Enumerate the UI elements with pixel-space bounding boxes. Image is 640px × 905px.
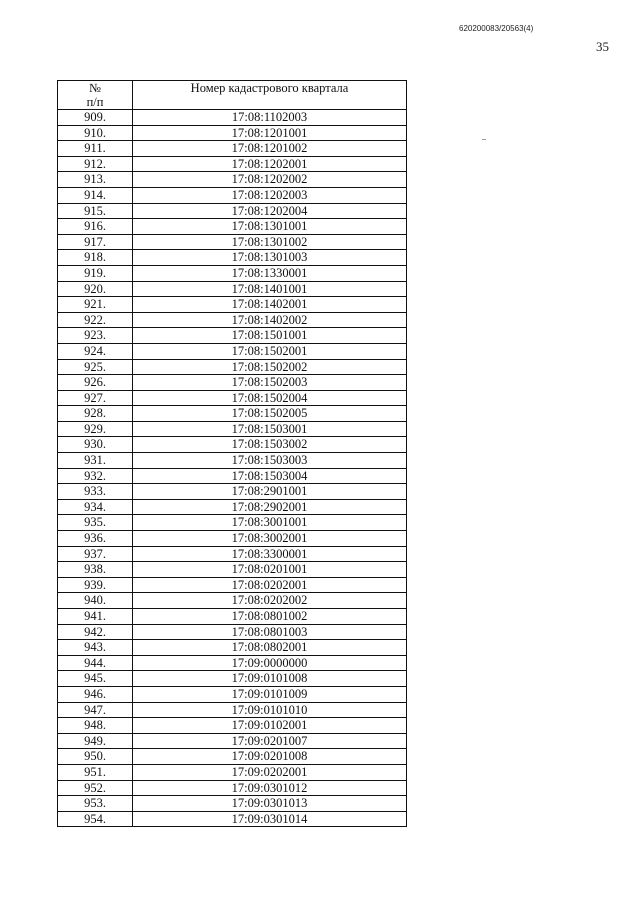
cadastral-quarter-code: 17:08:1502001: [133, 343, 407, 359]
table-row: [58, 702, 407, 718]
row-number: 927.: [58, 390, 133, 406]
table-row: [58, 453, 407, 469]
cadastral-quarter-code: 17:09:0301014: [133, 811, 407, 827]
cadastral-quarter-code: 17:09:0101008: [133, 671, 407, 687]
table-row: [58, 172, 407, 188]
cadastral-quarter-code: 17:08:1301003: [133, 250, 407, 266]
header-number-column: [58, 81, 133, 110]
table-row: [58, 780, 407, 796]
header-quarter-column: Номер кадастрового квартала: [133, 81, 407, 110]
cadastral-quarter-code: 17:08:1502004: [133, 390, 407, 406]
cadastral-quarter-code: 17:09:0101010: [133, 702, 407, 718]
row-number: 914.: [58, 187, 133, 203]
row-number: 944.: [58, 655, 133, 671]
table-row: [58, 421, 407, 437]
cadastral-quarter-code: 17:08:1503004: [133, 468, 407, 484]
row-number: 939.: [58, 577, 133, 593]
cadastral-quarter-code: 17:09:0301012: [133, 780, 407, 796]
table-row: [58, 577, 407, 593]
table-row: [58, 141, 407, 157]
row-number: 911.: [58, 141, 133, 157]
cadastral-quarter-code: 17:08:1501001: [133, 328, 407, 344]
row-number: 928.: [58, 406, 133, 422]
cadastral-quarter-code: 17:08:1502003: [133, 375, 407, 391]
cadastral-quarter-code: 17:09:0202001: [133, 764, 407, 780]
table-row: [58, 312, 407, 328]
header-number-line1: №: [89, 81, 101, 95]
cadastral-quarter-code: 17:08:1402001: [133, 297, 407, 313]
cadastral-quarter-code: 17:08:1503003: [133, 453, 407, 469]
table-row: [58, 390, 407, 406]
cadastral-quarter-code: 17:08:1502002: [133, 359, 407, 375]
table-row: [58, 686, 407, 702]
row-number: 935.: [58, 515, 133, 531]
row-number: 915.: [58, 203, 133, 219]
row-number: 924.: [58, 343, 133, 359]
row-number: 926.: [58, 375, 133, 391]
table-row: [58, 281, 407, 297]
cadastral-quarter-code: 17:08:0802001: [133, 640, 407, 656]
table-row: [58, 640, 407, 656]
row-number: 921.: [58, 297, 133, 313]
table-row: [58, 655, 407, 671]
row-number: 909.: [58, 110, 133, 126]
cadastral-quarter-code: 17:08:1503001: [133, 421, 407, 437]
row-number: 943.: [58, 640, 133, 656]
row-number: 951.: [58, 764, 133, 780]
table-row: [58, 609, 407, 625]
table-row: [58, 203, 407, 219]
table-header-row: [58, 81, 407, 110]
table-row: [58, 484, 407, 500]
cadastral-quarter-code: 17:08:1301002: [133, 234, 407, 250]
table-row: [58, 733, 407, 749]
row-number: 952.: [58, 780, 133, 796]
table-row: [58, 718, 407, 734]
table-row: [58, 624, 407, 640]
row-number: 932.: [58, 468, 133, 484]
cadastral-quarter-code: 17:09:0101009: [133, 686, 407, 702]
page-number: 35: [596, 39, 609, 54]
row-number: 913.: [58, 172, 133, 188]
cadastral-quarter-code: 17:09:0201007: [133, 733, 407, 749]
table-row: [58, 187, 407, 203]
cadastral-quarters-table: [57, 80, 407, 827]
cadastral-quarter-code: 17:08:2902001: [133, 499, 407, 515]
row-number: 922.: [58, 312, 133, 328]
cadastral-quarter-code: 17:08:1401001: [133, 281, 407, 297]
cadastral-quarter-code: 17:08:1202002: [133, 172, 407, 188]
cadastral-quarter-code: 17:09:0000000: [133, 655, 407, 671]
cadastral-quarter-code: 17:08:0202002: [133, 593, 407, 609]
table-row: [58, 125, 407, 141]
cadastral-quarter-code: 17:08:3002001: [133, 531, 407, 547]
cadastral-quarter-code: 17:08:1201001: [133, 125, 407, 141]
row-number: 919.: [58, 265, 133, 281]
table-row: [58, 671, 407, 687]
document-number: 620200083/20563(4): [459, 24, 534, 33]
table-row: [58, 811, 407, 827]
table-row: [58, 593, 407, 609]
row-number: 949.: [58, 733, 133, 749]
cadastral-quarter-code: 17:08:1202003: [133, 187, 407, 203]
cadastral-quarter-code: 17:09:0102001: [133, 718, 407, 734]
cadastral-quarter-code: 17:08:1503002: [133, 437, 407, 453]
row-number: 941.: [58, 609, 133, 625]
cadastral-quarter-code: 17:08:1330001: [133, 265, 407, 281]
row-number: 925.: [58, 359, 133, 375]
row-number: 931.: [58, 453, 133, 469]
row-number: 946.: [58, 686, 133, 702]
cadastral-quarter-code: 17:08:1301001: [133, 219, 407, 235]
table-row: [58, 562, 407, 578]
cadastral-quarter-code: 17:08:1402002: [133, 312, 407, 328]
cadastral-quarter-code: 17:09:0201008: [133, 749, 407, 765]
cadastral-quarter-code: 17:08:0201001: [133, 562, 407, 578]
cadastral-quarter-code: 17:08:1102003: [133, 110, 407, 126]
table-row: [58, 749, 407, 765]
row-number: 948.: [58, 718, 133, 734]
row-number: 918.: [58, 250, 133, 266]
cadastral-quarter-code: 17:09:0301013: [133, 796, 407, 812]
table-row: [58, 265, 407, 281]
table-row: [58, 328, 407, 344]
table-row: [58, 499, 407, 515]
cadastral-quarter-code: 17:08:1202004: [133, 203, 407, 219]
row-number: 933.: [58, 484, 133, 500]
cadastral-quarter-code: 17:08:1202001: [133, 156, 407, 172]
row-number: 923.: [58, 328, 133, 344]
cadastral-quarter-code: 17:08:3300001: [133, 546, 407, 562]
table-row: [58, 468, 407, 484]
row-number: 950.: [58, 749, 133, 765]
row-number: 940.: [58, 593, 133, 609]
table-row: [58, 156, 407, 172]
row-number: 910.: [58, 125, 133, 141]
row-number: 947.: [58, 702, 133, 718]
row-number: 937.: [58, 546, 133, 562]
cadastral-quarter-code: 17:08:1201002: [133, 141, 407, 157]
table-row: [58, 110, 407, 126]
row-number: 917.: [58, 234, 133, 250]
row-number: 934.: [58, 499, 133, 515]
cadastral-quarter-code: 17:08:1502005: [133, 406, 407, 422]
row-number: 912.: [58, 156, 133, 172]
row-number: 916.: [58, 219, 133, 235]
table-row: [58, 375, 407, 391]
table-row: [58, 796, 407, 812]
row-number: 929.: [58, 421, 133, 437]
row-number: 938.: [58, 562, 133, 578]
table-row: [58, 359, 407, 375]
table-row: [58, 343, 407, 359]
table-body: [58, 110, 407, 827]
row-number: 954.: [58, 811, 133, 827]
cadastral-quarter-code: 17:08:3001001: [133, 515, 407, 531]
cadastral-quarter-code: 17:08:2901001: [133, 484, 407, 500]
table-row: [58, 764, 407, 780]
row-number: 945.: [58, 671, 133, 687]
row-number: 936.: [58, 531, 133, 547]
table-row: [58, 219, 407, 235]
table-row: [58, 437, 407, 453]
row-number: 920.: [58, 281, 133, 297]
scan-mark: [482, 139, 486, 140]
row-number: 930.: [58, 437, 133, 453]
cadastral-quarter-code: 17:08:0801002: [133, 609, 407, 625]
table-row: [58, 406, 407, 422]
header-number-line2: п/п: [86, 95, 104, 109]
table-row: [58, 515, 407, 531]
cadastral-quarter-code: 17:08:0801003: [133, 624, 407, 640]
table-row: [58, 297, 407, 313]
table-row: [58, 531, 407, 547]
table-row: [58, 234, 407, 250]
row-number: 942.: [58, 624, 133, 640]
cadastral-quarter-code: 17:08:0202001: [133, 577, 407, 593]
table-row: [58, 546, 407, 562]
table-row: [58, 250, 407, 266]
row-number: 953.: [58, 796, 133, 812]
